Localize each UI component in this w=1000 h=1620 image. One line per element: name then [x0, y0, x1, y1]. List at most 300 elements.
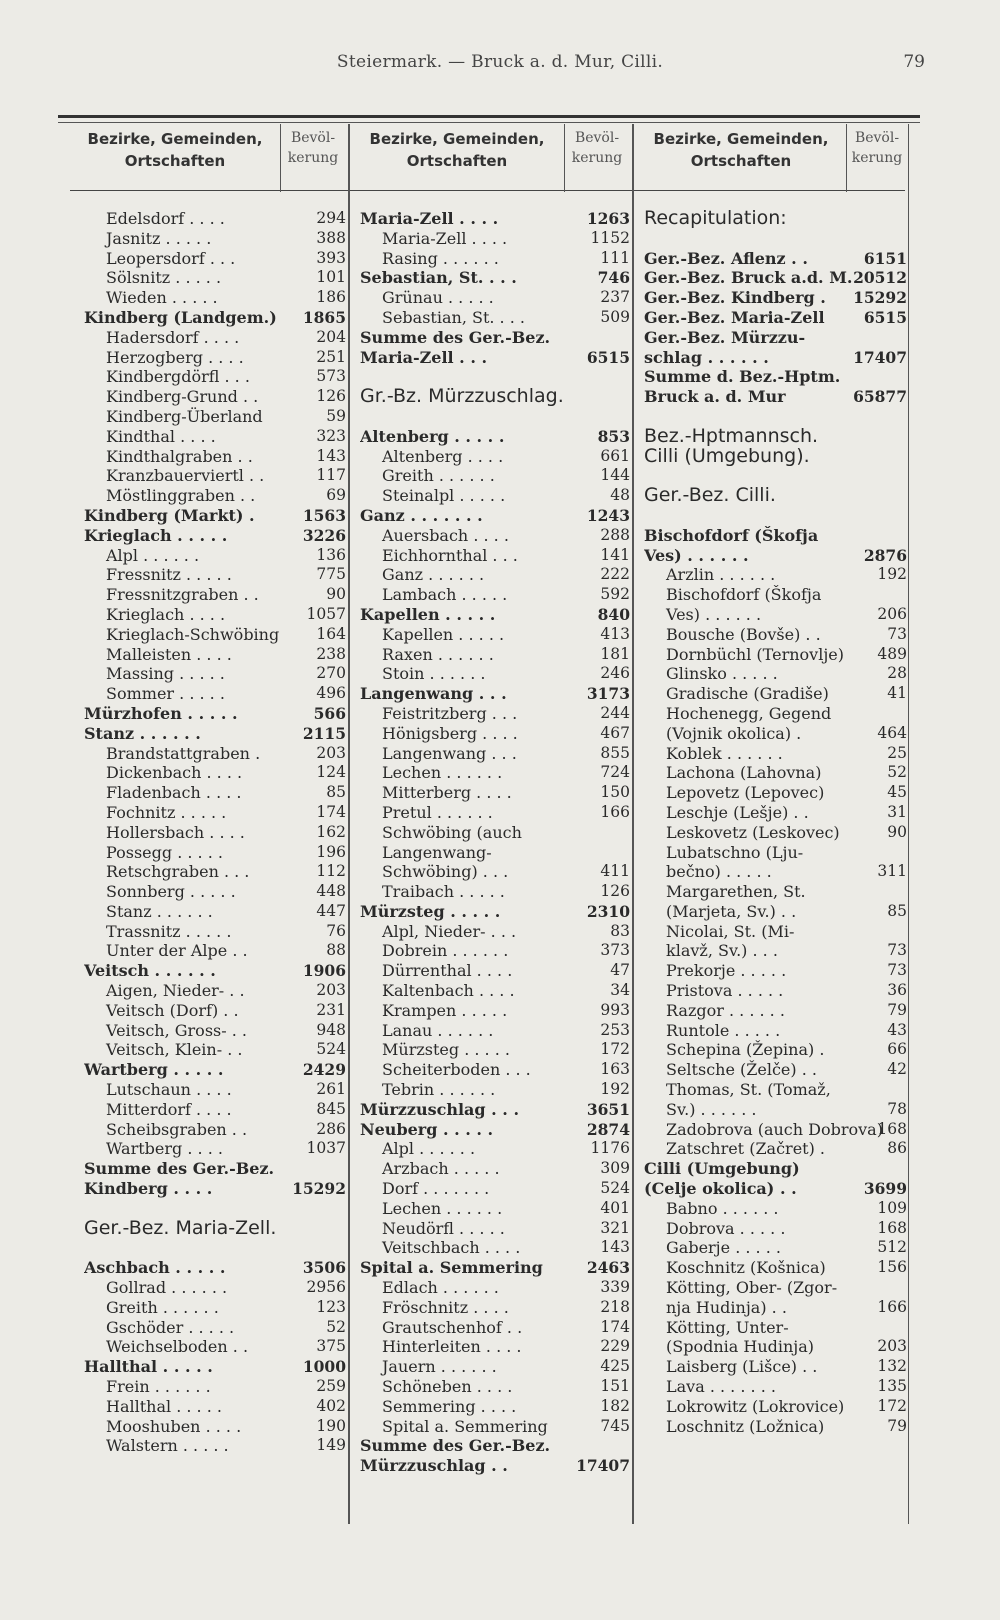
place-name: Mürzzuschlag . . [360, 1456, 508, 1476]
place-name: Koblek . . . . . . [666, 743, 783, 763]
population-value: 222 [600, 565, 630, 584]
place-name: Ger.-Bez. Cilli. [644, 486, 776, 506]
place-name: Wieden . . . . . [106, 288, 218, 308]
population-value: 496 [316, 684, 346, 703]
population-value: 447 [316, 901, 346, 920]
table-row [84, 744, 346, 764]
place-name: Koschnitz (Košnica) [666, 1258, 826, 1278]
population-value: 244 [600, 703, 630, 722]
place-name: Edelsdorf . . . . [106, 209, 225, 228]
place-name: Massing . . . . . [106, 664, 225, 684]
table-row [84, 447, 346, 467]
vrule [846, 124, 847, 192]
table-row [644, 823, 907, 843]
population-value: 1176 [590, 1139, 630, 1158]
place-name: Lachona (Lahovna) [666, 763, 822, 783]
vrule [632, 124, 634, 1524]
section-heading [84, 1219, 346, 1239]
table-row [644, 803, 907, 823]
place-name: Pretul . . . . . . [382, 802, 493, 822]
place-name: Kötting, Unter- [666, 1317, 789, 1337]
place-name: Tebrin . . . . . . [382, 1080, 496, 1100]
population-value: 238 [316, 644, 346, 663]
population-value: 2956 [306, 1278, 346, 1297]
place-name: Schepina (Žepina) . [666, 1040, 825, 1060]
place-name: Zadobrova (auch Dobrova) [666, 1119, 883, 1139]
place-name: Veitschbach . . . . [382, 1238, 521, 1258]
table-row [84, 229, 346, 249]
place-name: Rasing . . . . . . [382, 248, 499, 268]
place-name: Fressnitz . . . . . [106, 565, 232, 585]
place-name: Gaberje . . . . . [666, 1238, 781, 1258]
place-name: Grünau . . . . . [382, 288, 494, 308]
table-row [644, 308, 907, 328]
table-row [360, 1080, 630, 1100]
table-row [84, 1417, 346, 1437]
table-row [360, 1219, 630, 1239]
place-name: Lutschaun . . . . [106, 1080, 232, 1100]
population-value: 174 [600, 1317, 630, 1336]
population-value: 203 [316, 981, 346, 1000]
population-value: 339 [600, 1278, 630, 1297]
table-row [360, 1318, 630, 1338]
place-name: Hallthal . . . . . [84, 1357, 213, 1377]
population-value: 311 [877, 862, 907, 881]
population-value: 401 [600, 1198, 630, 1217]
table-row [84, 506, 346, 526]
table-row [360, 1278, 630, 1298]
population-value: 186 [316, 288, 346, 307]
place-name: Runtole . . . . . [666, 1020, 781, 1040]
place-name: Summe des Ger.-Bez. [84, 1159, 275, 1179]
table-row [360, 704, 630, 724]
table-row [360, 941, 630, 961]
table-row [644, 387, 907, 407]
place-name: Sebastian, St. . . . [360, 268, 517, 288]
table-row [644, 1219, 907, 1239]
table-row [644, 585, 907, 605]
table-row [84, 961, 346, 981]
table-row [360, 862, 630, 882]
population-value: 1906 [302, 961, 346, 981]
place-name: Ger.-Bez. Kindberg . [644, 288, 826, 308]
population-value: 2874 [586, 1119, 630, 1139]
place-name: Mitterdorf . . . . [106, 1099, 232, 1119]
place-name: Trassnitz . . . . . [106, 921, 232, 941]
place-name: Fröschnitz . . . . [382, 1297, 509, 1317]
table-row [360, 308, 630, 328]
table-row [644, 1258, 907, 1278]
table-row [360, 585, 630, 605]
place-name: Scheibsgraben . . [106, 1119, 248, 1139]
table-row [84, 922, 346, 942]
table-row [644, 1159, 907, 1179]
population-value: 73 [887, 624, 907, 643]
place-name: Recapitulation: [644, 209, 787, 229]
table-row [644, 981, 907, 1001]
place-name: Retschgraben . . . [106, 862, 250, 882]
table-row [84, 1337, 346, 1357]
table-row [84, 585, 346, 605]
table-row [360, 803, 630, 823]
header-name-3: Bezirke, Gemeinden, Ortschaften [653, 130, 829, 170]
population-value: 840 [597, 604, 630, 624]
table-row [360, 1357, 630, 1377]
table-row [84, 1357, 346, 1377]
population-value: 2429 [302, 1060, 346, 1080]
population-value: 237 [600, 288, 630, 307]
place-name: Grautschenhof . . [382, 1317, 523, 1337]
table-row [644, 1120, 907, 1140]
place-name: Mürzsteg . . . . . [382, 1040, 510, 1060]
place-name: Ganz . . . . . . . [360, 505, 483, 525]
place-name: Steinalpl . . . . . [382, 486, 506, 506]
table-row [644, 506, 907, 526]
population-value: 402 [316, 1396, 346, 1415]
population-value: 52 [887, 763, 907, 782]
table-row [644, 565, 907, 585]
population-value: 413 [600, 624, 630, 643]
place-name: Leschje (Lešje) . . [666, 802, 809, 822]
population-value: 42 [887, 1060, 907, 1079]
place-name: Sonnberg . . . . . [106, 882, 236, 902]
table-row [84, 348, 346, 368]
place-name: Schwöbing (auch [382, 822, 522, 842]
population-value: 164 [316, 624, 346, 643]
place-name: (Spodnia Hudinja) [666, 1337, 815, 1357]
table-row [84, 249, 346, 269]
table-row [360, 843, 630, 863]
population-value: 132 [877, 1357, 907, 1376]
population-value: 73 [887, 941, 907, 960]
population-value: 853 [597, 426, 630, 446]
population-value: 1152 [590, 228, 630, 247]
table-row [84, 1258, 346, 1278]
population-value: 1000 [302, 1357, 346, 1377]
population-value: 845 [316, 1099, 346, 1118]
place-name: (Marjeta, Sv.) . . [666, 901, 797, 921]
population-value: 172 [600, 1040, 630, 1059]
place-name: (Celje okolica) . . [644, 1179, 797, 1199]
population-value: 73 [887, 961, 907, 980]
table-row [644, 625, 907, 645]
population-value: 321 [600, 1218, 630, 1237]
population-value: 573 [316, 367, 346, 386]
place-name: Sebastian, St. . . . [382, 307, 525, 327]
table-row [360, 625, 630, 645]
place-name: Scheiterboden . . . [382, 1060, 531, 1080]
table-row [84, 684, 346, 704]
population-value: 425 [600, 1357, 630, 1376]
place-name: Pristova . . . . . [666, 981, 784, 1001]
table-row [644, 1298, 907, 1318]
header-name-1: Bezirke, Gemeinden, Ortschaften [87, 130, 263, 170]
population-value: 182 [600, 1396, 630, 1415]
place-name: Edlach . . . . . . [382, 1278, 499, 1298]
table-row [644, 664, 907, 684]
table-row [644, 268, 907, 288]
place-name: Lepovetz (Lepovec) [666, 783, 825, 803]
place-name: Lava . . . . . . . [666, 1377, 776, 1397]
population-value: 251 [316, 347, 346, 366]
table-row [360, 486, 630, 506]
header-pop-2: Bevöl-kerung [571, 130, 623, 166]
table-row [360, 783, 630, 803]
table-row [84, 268, 346, 288]
place-name: schlag . . . . . . [644, 347, 769, 367]
place-name: Maria-Zell . . . . [360, 209, 499, 228]
place-name: Bez.-Hptmannsch. [644, 426, 819, 447]
place-name: Bischofdorf (Škofja [666, 585, 822, 605]
top-rule-thin [58, 122, 920, 123]
population-value: 261 [316, 1080, 346, 1099]
population-value: 25 [887, 743, 907, 762]
header-pop-3: Bevöl-kerung [851, 130, 903, 166]
table-row [644, 1377, 907, 1397]
population-value: 124 [316, 763, 346, 782]
population-value: 724 [600, 763, 630, 782]
population-value: 592 [600, 585, 630, 604]
table-row [84, 1278, 346, 1298]
table-row [360, 961, 630, 981]
population-value: 126 [316, 387, 346, 406]
population-value: 1037 [306, 1139, 346, 1158]
table-row [360, 1021, 630, 1041]
place-name: Gollrad . . . . . . [106, 1278, 228, 1298]
table-row [84, 1199, 346, 1219]
table-row [644, 1080, 907, 1100]
place-name: Alpl . . . . . . [106, 545, 200, 565]
place-name: Jasnitz . . . . . [106, 228, 212, 248]
population-value: 775 [316, 565, 346, 584]
population-value: 204 [316, 327, 346, 346]
column-recapitulation-cilli [644, 209, 907, 1436]
table-row [360, 684, 630, 704]
population-value: 149 [316, 1436, 346, 1455]
place-name: Ves) . . . . . . [644, 545, 749, 565]
table-row [360, 407, 630, 427]
population-value: 1865 [302, 307, 346, 327]
place-name: Cilli (Umgebung) [644, 1159, 800, 1179]
population-value: 83 [610, 921, 630, 940]
place-name: Frein . . . . . . [106, 1377, 211, 1397]
table-row [644, 862, 907, 882]
place-name: Kindberg (Markt) . [84, 505, 255, 525]
column-mariazell-muerzzuschlag [360, 209, 630, 1476]
place-name: Alpl . . . . . . [382, 1139, 476, 1159]
place-name: Dobrova . . . . . [666, 1218, 786, 1238]
place-name: Mooshuben . . . . [106, 1416, 242, 1436]
population-value: 411 [600, 862, 630, 881]
population-value: 150 [600, 783, 630, 802]
place-name: Ger.-Bez. Maria-Zell. [84, 1218, 277, 1239]
page-header [0, 52, 1000, 82]
population-value: 66 [887, 1040, 907, 1059]
population-value: 43 [887, 1020, 907, 1039]
table-row [84, 1100, 346, 1120]
table-row [644, 763, 907, 783]
table-row [360, 1337, 630, 1357]
place-name: Lambach . . . . . [382, 585, 508, 605]
table-row [644, 1357, 907, 1377]
table-row [360, 268, 630, 288]
population-value: 393 [316, 248, 346, 267]
place-name: Ger.-Bez. Aflenz . . [644, 248, 808, 268]
place-name: Langenwang . . . [382, 743, 517, 763]
population-value: 151 [600, 1377, 630, 1396]
vrule [564, 124, 565, 192]
table-row [84, 1238, 346, 1258]
place-name: Malleisten . . . . [106, 644, 232, 664]
place-name: Leopersdorf . . . [106, 248, 236, 268]
place-name: Semmering . . . . [382, 1396, 517, 1416]
place-name: Summe d. Bez.-Hptm. [644, 367, 841, 387]
place-name: Brandstattgraben . [106, 743, 261, 763]
table-row [360, 1060, 630, 1080]
place-name: Maria-Zell . . . . [382, 228, 508, 248]
population-value: 174 [316, 802, 346, 821]
population-value: 86 [887, 1139, 907, 1158]
population-value: 746 [597, 268, 630, 288]
vrule [280, 124, 281, 192]
table-row [644, 526, 907, 546]
table-row [644, 1021, 907, 1041]
population-value: 6515 [586, 347, 630, 367]
population-value: 65877 [853, 387, 907, 407]
table-row [644, 1318, 907, 1338]
population-value: 1243 [586, 505, 630, 525]
population-value: 181 [600, 644, 630, 663]
population-value: 136 [316, 545, 346, 564]
place-name: Stanz . . . . . . [106, 901, 213, 921]
table-row [644, 1199, 907, 1219]
table-row [360, 724, 630, 744]
table-row [644, 288, 907, 308]
population-value: 31 [887, 802, 907, 821]
table-row [84, 1436, 346, 1456]
population-value: 246 [600, 664, 630, 683]
population-value: 109 [877, 1198, 907, 1217]
table-row [360, 1159, 630, 1179]
table-row [84, 209, 346, 229]
header-name-2: Bezirke, Gemeinden, Ortschaften [369, 130, 545, 170]
place-name: Veitsch, Klein- . . [106, 1040, 243, 1060]
place-name: Possegg . . . . . [106, 842, 223, 862]
population-value: 1057 [306, 604, 346, 623]
place-name: Leskovetz (Leskovec) [666, 822, 840, 842]
population-value: 375 [316, 1337, 346, 1356]
place-name: Loschnitz (Ložnica) [666, 1416, 825, 1436]
table-row [644, 1179, 907, 1199]
place-name: Ves) . . . . . . [666, 604, 762, 624]
place-name: Walstern . . . . . [106, 1436, 229, 1456]
population-value: 41 [887, 684, 907, 703]
table-row [84, 1060, 346, 1080]
population-value: 464 [877, 723, 907, 742]
table-row [84, 367, 346, 387]
table-row [644, 941, 907, 961]
table-row [644, 1238, 907, 1258]
table-row [360, 466, 630, 486]
table-row [644, 1139, 907, 1159]
table-row [84, 1120, 346, 1140]
place-name: Fladenbach . . . . [106, 783, 242, 803]
table-row [84, 407, 346, 427]
population-value: 126 [600, 882, 630, 901]
place-name: Arzlin . . . . . . [666, 565, 776, 585]
place-name: Hallthal . . . . . [106, 1396, 222, 1416]
place-name: bečno) . . . . . [666, 862, 772, 882]
table-row [84, 941, 346, 961]
population-value: 52 [326, 1317, 346, 1336]
table-row [84, 1021, 346, 1041]
population-value: 48 [610, 486, 630, 505]
place-name: Greith . . . . . . [382, 466, 495, 486]
table-row [84, 605, 346, 625]
place-name: Thomas, St. (Tomaž, [666, 1080, 831, 1100]
table-row [360, 229, 630, 249]
table-row [84, 645, 346, 665]
population-value: 3173 [586, 684, 630, 704]
table-row [644, 1001, 907, 1021]
place-name: Zatschret (Začret) . [666, 1139, 826, 1159]
place-name: Wartberg . . . . . [84, 1060, 224, 1080]
population-value: 135 [877, 1377, 907, 1396]
place-name: Spital a. Semmering [382, 1416, 548, 1436]
table-row [360, 605, 630, 625]
table-row [360, 1377, 630, 1397]
table-row [360, 367, 630, 387]
table-row [360, 902, 630, 922]
place-name: Ger.-Bez. Bruck a.d. M. [644, 268, 853, 288]
place-name: Stanz . . . . . . [84, 723, 201, 743]
table-row [360, 1417, 630, 1437]
table-row [84, 526, 346, 546]
population-value: 993 [600, 1000, 630, 1019]
table-row [644, 249, 907, 269]
population-value: 2463 [586, 1258, 630, 1278]
table-row [84, 664, 346, 684]
population-value: 17407 [576, 1456, 630, 1476]
table-row [84, 625, 346, 645]
place-name: Gradische (Gradiše) [666, 684, 829, 704]
table-row [360, 823, 630, 843]
population-value: 144 [600, 466, 630, 485]
table-row [644, 1278, 907, 1298]
population-value: 253 [600, 1020, 630, 1039]
place-name: Schöneben . . . . [382, 1377, 513, 1397]
population-value: 203 [316, 743, 346, 762]
table-row [84, 486, 346, 506]
population-value: 15292 [853, 288, 907, 308]
population-value: 566 [313, 703, 346, 723]
population-value: 323 [316, 426, 346, 445]
population-value: 190 [316, 1416, 346, 1435]
table-row [84, 763, 346, 783]
table-row [360, 249, 630, 269]
population-value: 143 [316, 446, 346, 465]
population-value: 166 [600, 802, 630, 821]
population-value: 117 [316, 466, 346, 485]
table-row [644, 546, 907, 566]
table-row [360, 288, 630, 308]
table-row [84, 1318, 346, 1338]
place-name: Altenberg . . . . [382, 446, 504, 466]
place-name: Glinsko . . . . . [666, 664, 778, 684]
table-row [644, 367, 907, 387]
population-value: 6151 [863, 248, 907, 268]
place-name: Jauern . . . . . . [382, 1357, 497, 1377]
